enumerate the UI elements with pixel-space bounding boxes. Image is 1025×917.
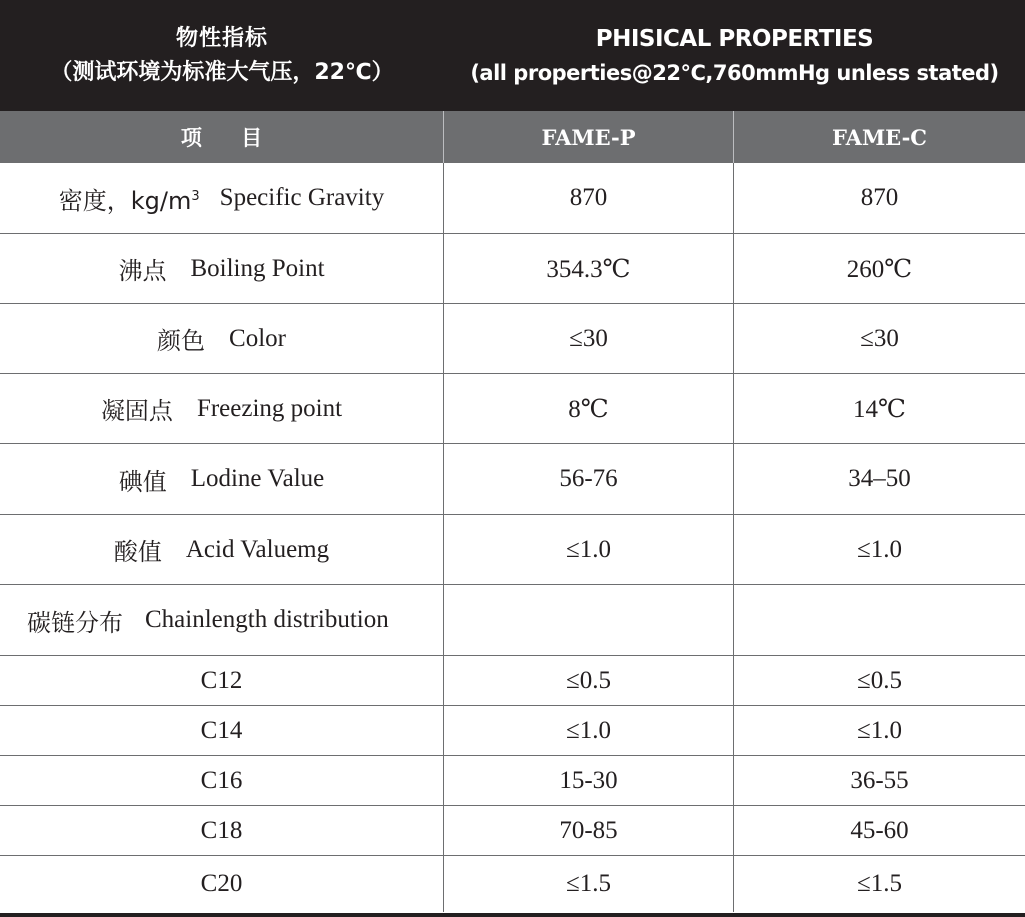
table-body [0, 163, 1025, 912]
table-row-c20 [0, 856, 1025, 912]
table-row-iodine-value [0, 444, 1025, 515]
value-fame-p: ≤30 [569, 324, 608, 352]
label-cn: 碘值 [118, 467, 167, 496]
value-fame-p: 8℃ [568, 395, 609, 423]
value-fame-p: ≤1.5 [566, 870, 611, 897]
chinese-title-line1: 物性指标 [175, 25, 268, 51]
row-label [0, 444, 443, 514]
table-row-c14 [0, 706, 1025, 756]
table-title-header [0, 0, 1025, 111]
value-fame-c: 870 [860, 184, 899, 211]
value-fame-c: 34–50 [848, 465, 911, 492]
column-header-item: 项 目 [180, 125, 279, 150]
table-row-c12 [0, 656, 1025, 706]
table-row-chainlength-distribution [0, 585, 1025, 656]
row-label: C16 [200, 766, 243, 794]
row-label [0, 234, 443, 303]
label-cn: 凝固点 [100, 397, 173, 425]
label-cn: 沸点 [118, 257, 167, 285]
column-header-fame-p: FAME-P [541, 124, 636, 150]
value-fame-c: 260℃ [846, 255, 913, 283]
value-fame-c: ≤0.5 [857, 666, 902, 694]
label-en: Color [229, 324, 286, 352]
label-cn: 碳链分布 [27, 608, 123, 637]
row-label: C20 [200, 870, 243, 897]
row-label [0, 374, 443, 443]
table-row-c18 [0, 806, 1025, 856]
english-title-line2: (all properties@22℃,760mmHg unless stated) [470, 60, 999, 85]
table-row-boiling-point [0, 234, 1025, 304]
row-label: C18 [200, 816, 243, 844]
row-label [0, 515, 443, 584]
column-header-row [0, 111, 1025, 163]
table-row-freezing-point [0, 374, 1025, 444]
row-label [0, 585, 443, 655]
label-superscript: 3 [191, 188, 200, 204]
value-fame-p: 56-76 [559, 465, 618, 492]
label-en: Acid Valuemg [185, 535, 330, 563]
label-cn: 颜色 [157, 327, 206, 355]
chinese-title-line2: （测试环境为标准大气压，22℃） [50, 59, 394, 85]
value-fame-p: ≤1.0 [566, 535, 611, 563]
value-fame-p: ≤1.0 [566, 716, 611, 744]
label-cn: 密度，kg/m [58, 186, 192, 215]
label-cn-wrap [59, 181, 200, 216]
table-row-c16 [0, 756, 1025, 806]
value-fame-c [734, 585, 1025, 655]
value-fame-c: ≤1.0 [857, 716, 902, 744]
row-label [0, 163, 443, 233]
english-title [444, 0, 1025, 111]
column-header-fame-c: FAME-C [831, 124, 928, 150]
label-en: Lodine Value [190, 465, 325, 492]
row-label: C14 [200, 716, 243, 744]
label-cn: 酸值 [113, 538, 162, 566]
label-en: Specific Gravity [219, 184, 385, 211]
value-fame-p: 870 [569, 184, 608, 211]
row-label [0, 304, 443, 373]
label-en: Boiling Point [190, 254, 325, 282]
value-fame-c: 14℃ [853, 395, 906, 423]
label-en: Chainlength distribution [145, 606, 389, 633]
value-fame-p: 70-85 [559, 816, 618, 844]
value-fame-p: 354.3℃ [546, 255, 631, 283]
value-fame-p: ≤0.5 [566, 666, 611, 694]
table-row-acid-value [0, 515, 1025, 585]
value-fame-c: 36-55 [850, 766, 909, 794]
english-title-line1: PHISICAL PROPERTIES [595, 25, 874, 52]
value-fame-c: ≤1.5 [857, 870, 902, 897]
value-fame-c: ≤30 [860, 324, 899, 352]
row-label: C12 [200, 666, 243, 694]
label-en: Freezing point [196, 394, 343, 422]
table-row-specific-gravity [0, 163, 1025, 234]
value-fame-p: 15-30 [559, 766, 618, 794]
value-fame-p [444, 585, 733, 655]
value-fame-c: ≤1.0 [857, 535, 902, 563]
chinese-title [0, 0, 444, 111]
value-fame-c: 45-60 [850, 816, 909, 844]
table-row-color [0, 304, 1025, 374]
